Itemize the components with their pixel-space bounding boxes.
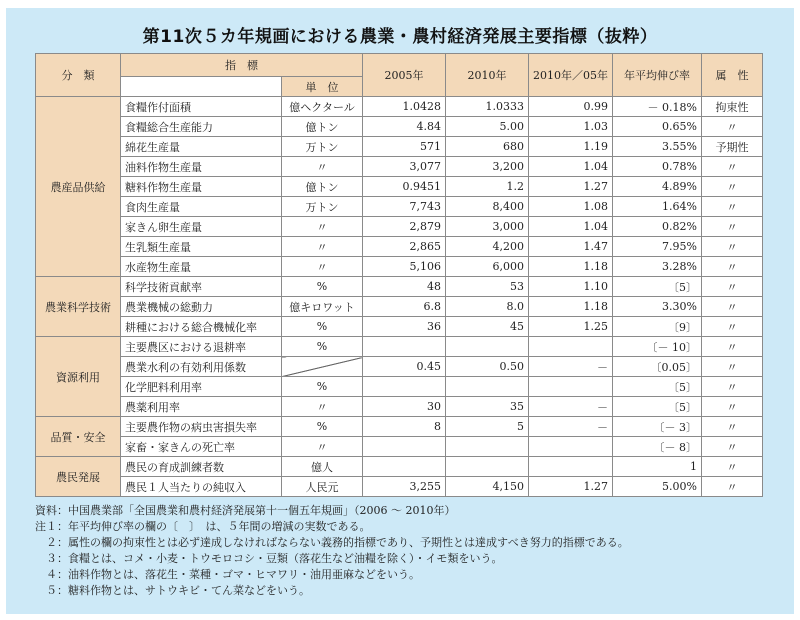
- cell-growth: 〔5〕: [613, 277, 702, 297]
- cell-v2010: 3,000: [446, 217, 529, 237]
- cell-v2010: 3,200: [446, 157, 529, 177]
- cell-v2005: 571: [363, 137, 446, 157]
- cell-ratio: 1.10: [529, 277, 613, 297]
- cell-ratio: 1.27: [529, 177, 613, 197]
- cell-attr: 〃: [702, 457, 763, 477]
- cell-v2005: [363, 337, 446, 357]
- cell-ratio: 1.03: [529, 117, 613, 137]
- cell-ratio: 1.18: [529, 257, 613, 277]
- cell-v2010: 4,150: [446, 477, 529, 497]
- category-cell: 農産品供給: [36, 97, 121, 277]
- cell-growth: 1.64%: [613, 197, 702, 217]
- note-4: ４：油料作物とは、落花生・菜種・ゴマ・ヒマワリ・油用亜麻などをいう。: [35, 568, 420, 581]
- cell-v2010: 45: [446, 317, 529, 337]
- cell-name: 主要農区における退耕率: [121, 337, 282, 357]
- cell-growth: 3.30%: [613, 297, 702, 317]
- cell-attr: 〃: [702, 237, 763, 257]
- cell-v2005: 0.45: [363, 357, 446, 377]
- cell-v2010: 5: [446, 417, 529, 437]
- cell-unit: %: [282, 417, 363, 437]
- cell-ratio: －: [529, 357, 613, 377]
- cell-unit: 〃: [282, 397, 363, 417]
- cell-v2010: 0.50: [446, 357, 529, 377]
- cell-name: 食糧総合生産能力: [121, 117, 282, 137]
- cell-attr: 〃: [702, 177, 763, 197]
- table-row: [36, 217, 763, 237]
- cell-unit: 〃: [282, 237, 363, 257]
- cell-growth: 〔0.05〕: [613, 357, 702, 377]
- cell-v2005: 0.9451: [363, 177, 446, 197]
- cell-attr: 〃: [702, 317, 763, 337]
- table-row: [36, 457, 763, 477]
- note-1: 注１：年平均伸び率の欄の〔 〕 は、５年間の増減の実数である。: [35, 520, 371, 533]
- cell-name: 油料作物生産量: [121, 157, 282, 177]
- cell-attr: 〃: [702, 257, 763, 277]
- cell-ratio: [529, 337, 613, 357]
- cell-attr: 〃: [702, 437, 763, 457]
- cell-name: 農業機械の総動力: [121, 297, 282, 317]
- header-ratio: 2010年／05年: [529, 54, 613, 97]
- page-title: 第11次５カ年規画における農業・農村経済発展主要指標（抜粋）: [142, 27, 658, 47]
- cell-v2010: [446, 457, 529, 477]
- cell-v2005: 3,077: [363, 157, 446, 177]
- note-source: 資料：中国農業部「全国農業和農村経済発展第十一個五年規画」（2006 ～ 2010年）: [35, 504, 456, 517]
- cell-unit: 億トン: [282, 117, 363, 137]
- cell-growth: 3.28%: [613, 257, 702, 277]
- cell-ratio: 1.47: [529, 237, 613, 257]
- cell-name: 糖料作物生産量: [121, 177, 282, 197]
- cell-ratio: －: [529, 417, 613, 437]
- cell-growth: 4.89%: [613, 177, 702, 197]
- cell-growth: 1: [613, 457, 702, 477]
- cell-v2005: [363, 437, 446, 457]
- cell-v2005: 36: [363, 317, 446, 337]
- cell-name: 主要農作物の病虫害損失率: [121, 417, 282, 437]
- cell-attr: 〃: [702, 217, 763, 237]
- category-cell: 農民発展: [36, 457, 121, 497]
- cell-ratio: 1.19: [529, 137, 613, 157]
- cell-name: 科学技術貢献率: [121, 277, 282, 297]
- cell-name: 食糧作付面積: [121, 97, 282, 117]
- cell-attr: 〃: [702, 157, 763, 177]
- cell-attr: 〃: [702, 297, 763, 317]
- cell-ratio: 1.27: [529, 477, 613, 497]
- table-row: [36, 437, 763, 457]
- cell-name: 食肉生産量: [121, 197, 282, 217]
- cell-unit: 億キロワット: [282, 297, 363, 317]
- cell-v2010: 6,000: [446, 257, 529, 277]
- cell-unit: 人民元: [282, 477, 363, 497]
- cell-name: 農薬利用率: [121, 397, 282, 417]
- cell-name: 耕種における総合機械化率: [121, 317, 282, 337]
- cell-ratio: [529, 457, 613, 477]
- cell-unit: 億ヘクタール: [282, 97, 363, 117]
- cell-v2010: 1.0333: [446, 97, 529, 117]
- cell-growth: 〔9〕: [613, 317, 702, 337]
- cell-growth: 5.00%: [613, 477, 702, 497]
- cell-unit: %: [282, 337, 363, 357]
- cell-attr: 〃: [702, 357, 763, 377]
- cell-v2010: 8.0: [446, 297, 529, 317]
- table-row: [36, 137, 763, 157]
- table-row: [36, 477, 763, 497]
- cell-attr: 〃: [702, 117, 763, 137]
- cell-unit: %: [282, 277, 363, 297]
- cell-ratio: 1.25: [529, 317, 613, 337]
- cell-v2010: 1.2: [446, 177, 529, 197]
- notes: [35, 503, 629, 599]
- table-row: [36, 97, 763, 117]
- table-row: [36, 257, 763, 277]
- cell-unit: [282, 357, 363, 377]
- cell-name: 化学肥料利用率: [121, 377, 282, 397]
- cell-name: 農民１人当たりの純収入: [121, 477, 282, 497]
- cell-v2005: [363, 377, 446, 397]
- cell-attr: 〃: [702, 397, 763, 417]
- cell-attr: 拘束性: [702, 97, 763, 117]
- table-row: [36, 317, 763, 337]
- cell-unit: 万トン: [282, 197, 363, 217]
- cell-growth: 3.55%: [613, 137, 702, 157]
- cell-attr: 〃: [702, 417, 763, 437]
- cell-v2005: 1.0428: [363, 97, 446, 117]
- cell-unit: 万トン: [282, 137, 363, 157]
- cell-v2010: 680: [446, 137, 529, 157]
- cell-attr: 〃: [702, 377, 763, 397]
- cell-growth: 〔5〕: [613, 397, 702, 417]
- cell-ratio: [529, 377, 613, 397]
- cell-growth: － 0.18%: [613, 97, 702, 117]
- cell-v2010: 8,400: [446, 197, 529, 217]
- header-indicator: 指 標: [121, 54, 363, 77]
- cell-growth: 0.78%: [613, 157, 702, 177]
- cell-growth: 〔－ 10〕: [613, 337, 702, 357]
- cell-name: 農業水利の有効利用係数: [121, 357, 282, 377]
- header-attribute: 属 性: [702, 54, 763, 97]
- table-row: [36, 397, 763, 417]
- cell-v2005: 3,255: [363, 477, 446, 497]
- header-2005: 2005年: [363, 54, 446, 97]
- cell-name: 家きん卵生産量: [121, 217, 282, 237]
- note-2: ２：属性の欄の拘束性とは必ず達成しなければならない義務的指標であり、予期性とは達成すべき努力的指標である。: [35, 536, 629, 549]
- cell-attr: 〃: [702, 277, 763, 297]
- cell-ratio: －: [529, 397, 613, 417]
- cell-v2010: 35: [446, 397, 529, 417]
- table-row: [36, 277, 763, 297]
- cell-v2010: 4,200: [446, 237, 529, 257]
- cell-ratio: 1.04: [529, 217, 613, 237]
- header-unit: 単 位: [282, 77, 363, 97]
- table-row: [36, 177, 763, 197]
- category-cell: 品質・安全: [36, 417, 121, 457]
- cell-name: 綿花生産量: [121, 137, 282, 157]
- table-row: [36, 157, 763, 177]
- cell-unit: 〃: [282, 157, 363, 177]
- cell-growth: 〔5〕: [613, 377, 702, 397]
- table-row: [36, 117, 763, 137]
- cell-v2010: [446, 377, 529, 397]
- cell-v2010: 53: [446, 277, 529, 297]
- cell-attr: 〃: [702, 197, 763, 217]
- cell-unit: %: [282, 317, 363, 337]
- cell-unit: 〃: [282, 257, 363, 277]
- cell-name: 家畜・家きんの死亡率: [121, 437, 282, 457]
- table-row: [36, 417, 763, 437]
- cell-unit: 〃: [282, 437, 363, 457]
- cell-v2010: 5.00: [446, 117, 529, 137]
- note-3: ３：食糧とは、コメ・小麦・トウモロコシ・豆類（落花生など油糧を除く）・イモ類をいう。: [35, 552, 503, 565]
- cell-v2010: [446, 337, 529, 357]
- cell-ratio: 1.04: [529, 157, 613, 177]
- cell-unit: 億人: [282, 457, 363, 477]
- cell-unit: 〃: [282, 217, 363, 237]
- cell-ratio: 1.08: [529, 197, 613, 217]
- cell-attr: 予期性: [702, 137, 763, 157]
- cell-v2005: 5,106: [363, 257, 446, 277]
- table-row: [36, 337, 763, 357]
- indicator-table: [35, 53, 763, 497]
- cell-growth: 0.65%: [613, 117, 702, 137]
- table-row: [36, 237, 763, 257]
- header-category: 分 類: [36, 54, 121, 97]
- header-2010: 2010年: [446, 54, 529, 97]
- table-row: [36, 197, 763, 217]
- note-5: ５：糖料作物とは、サトウキビ・てん菜などをいう。: [35, 584, 310, 597]
- category-cell: 農業科学技術: [36, 277, 121, 337]
- cell-name: 生乳類生産量: [121, 237, 282, 257]
- table-row: [36, 357, 763, 377]
- table-row: [36, 297, 763, 317]
- cell-unit: 億トン: [282, 177, 363, 197]
- cell-ratio: [529, 437, 613, 457]
- cell-unit: %: [282, 377, 363, 397]
- cell-ratio: 0.99: [529, 97, 613, 117]
- cell-v2005: 8: [363, 417, 446, 437]
- cell-attr: 〃: [702, 337, 763, 357]
- cell-growth: 〔－ 8〕: [613, 437, 702, 457]
- cell-v2005: [363, 457, 446, 477]
- cell-name: 水産物生産量: [121, 257, 282, 277]
- cell-v2010: [446, 437, 529, 457]
- cell-v2005: 6.8: [363, 297, 446, 317]
- cell-ratio: 1.18: [529, 297, 613, 317]
- cell-v2005: 48: [363, 277, 446, 297]
- header-growth: 年平均伸び率: [613, 54, 702, 97]
- category-cell: 資源利用: [36, 337, 121, 417]
- cell-growth: 7.95%: [613, 237, 702, 257]
- cell-growth: 〔－ 3〕: [613, 417, 702, 437]
- cell-v2005: 30: [363, 397, 446, 417]
- cell-attr: 〃: [702, 477, 763, 497]
- cell-v2005: 2,865: [363, 237, 446, 257]
- cell-v2005: 4.84: [363, 117, 446, 137]
- cell-growth: 0.82%: [613, 217, 702, 237]
- table-row: [36, 377, 763, 397]
- cell-name: 農民の育成訓練者数: [121, 457, 282, 477]
- cell-v2005: 7,743: [363, 197, 446, 217]
- cell-v2005: 2,879: [363, 217, 446, 237]
